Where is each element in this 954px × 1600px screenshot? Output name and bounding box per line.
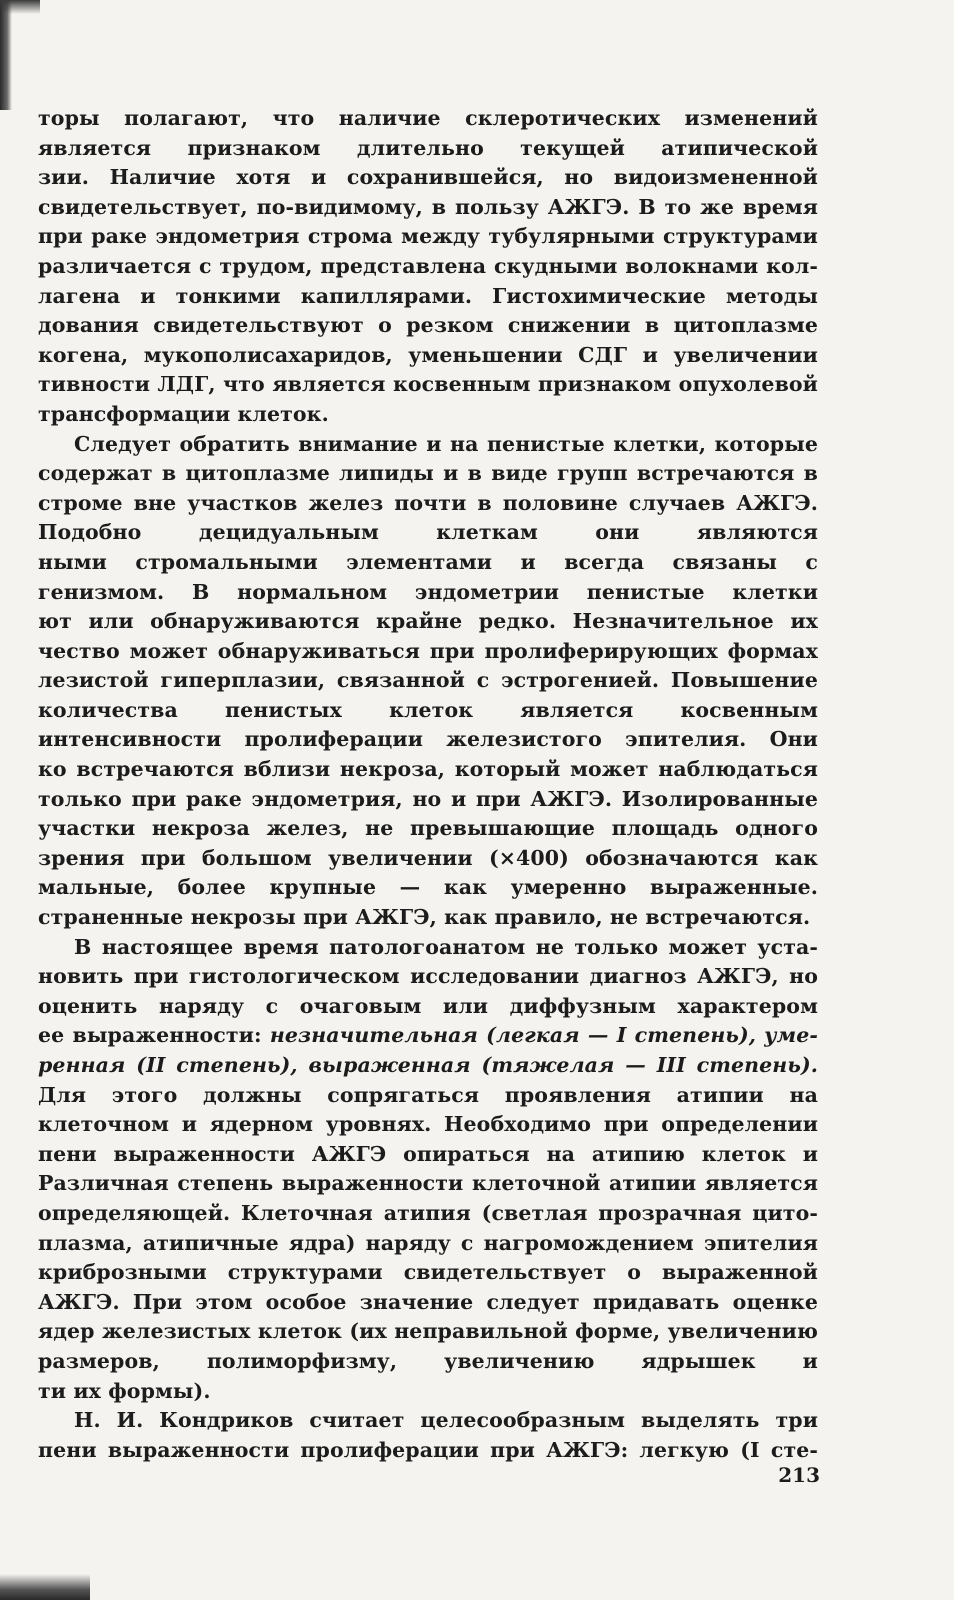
text-line: В настоящее время патологоанатом не только может уста- bbox=[74, 934, 818, 959]
text-line: чество может обнаруживаться при пролиферирующих формах bbox=[38, 638, 818, 663]
page-body bbox=[38, 104, 818, 1465]
text-line: ко встречаются вблизи некроза, который может наблюдаться bbox=[38, 757, 818, 782]
text-line: размеров, полиморфизму, увеличению ядрышек и bbox=[38, 1348, 818, 1373]
text-line: строме вне участков желез почти в половине случаев АЖГЭ. bbox=[38, 490, 818, 515]
text-line: свидетельствует, по-видимому, в пользу АЖГЭ. В то же время bbox=[38, 194, 818, 219]
text-line: тивности ЛДГ, что является косвенным признаком опухолевой bbox=[38, 372, 818, 397]
text-line: пени выраженности АЖГЭ опираться на атипию клеток и bbox=[38, 1141, 818, 1166]
text-line: ют или обнаруживаются крайне редко. Незначительное их bbox=[38, 609, 818, 634]
text-line: ядер железистых клеток (их неправильной форме, увеличению bbox=[38, 1319, 818, 1344]
text-line: ренная (II степень), выраженная (тяжелая — III степень). bbox=[38, 1053, 818, 1077]
text-line: ее выраженности: незначительная (легкая — I степень), уме- bbox=[38, 1023, 818, 1048]
text-line: пени выраженности пролиферации при АЖГЭ: легкую (I сте- bbox=[38, 1437, 818, 1462]
text-line: криброзными структурами свидетельствует о выраженной bbox=[38, 1260, 818, 1285]
text-line: Н. И. Кондриков считает целесообразным выделять три bbox=[74, 1408, 818, 1433]
text-line: участки некроза желез, не превышающие площадь одного bbox=[38, 816, 818, 841]
text-line: содержат в цитоплазме липиды и в виде групп встречаются в bbox=[38, 461, 818, 486]
text-line: Для этого должны сопрягаться проявления атипии на bbox=[38, 1082, 818, 1107]
text-line: новить при гистологическом исследовании диагноз АЖГЭ, но bbox=[38, 964, 818, 989]
text-line: только при раке эндометрия, но и при АЖГЭ. Изолированные bbox=[38, 786, 818, 811]
book-spine-shadow-top bbox=[0, 0, 12, 110]
page-number: 213 bbox=[778, 1463, 820, 1487]
text-line: оценить наряду с очаговым или диффузным характером bbox=[38, 993, 818, 1018]
text-line: при раке эндометрия строма между тубулярными структурами bbox=[38, 224, 818, 249]
text-line: генизмом. В нормальном эндометрии пенистые клетки bbox=[38, 579, 818, 604]
text-line: торы полагают, что наличие склеротических изменений bbox=[38, 106, 818, 130]
text-line: Различная степень выраженности клеточной атипии является bbox=[38, 1171, 818, 1196]
text-line: различается с трудом, представлена скудными волокнами кол- bbox=[38, 253, 818, 278]
text-line: мальные, более крупные — как умеренно выраженные. bbox=[38, 875, 818, 900]
text-line: количества пенистых клеток является косвенным bbox=[38, 697, 818, 722]
text-line: зии. Наличие хотя и сохранившейся, но видоизмененной bbox=[38, 165, 818, 190]
text-line: ти их формы). bbox=[38, 1378, 211, 1403]
text-line: является признаком длительно текущей атипической bbox=[38, 135, 818, 160]
text-line: Подобно децидуальным клеткам они являются bbox=[38, 520, 818, 545]
text-line: интенсивности пролиферации железистого эпителия. Они bbox=[38, 727, 818, 752]
text-line: лезистой гиперплазии, связанной с эстрогенией. Повышение bbox=[38, 668, 818, 693]
text-line: плазма, атипичные ядра) наряду с нагромождением эпителия bbox=[38, 1230, 818, 1255]
text-line: определяющей. Клеточная атипия (светлая прозрачная цито- bbox=[38, 1200, 818, 1225]
text-line: АЖГЭ. При этом особое значение следует придавать оценке bbox=[38, 1289, 818, 1314]
text-line: лагена и тонкими капиллярами. Гистохимические методы bbox=[38, 283, 818, 308]
text-line: Следует обратить внимание и на пенистые клетки, которые bbox=[74, 431, 818, 456]
text-line: когена, мукополисахаридов, уменьшении СДГ и увеличении bbox=[38, 342, 818, 367]
text-line: дования свидетельствуют о резком снижении в цитоплазме bbox=[38, 313, 818, 338]
text-line: трансформации клеток. bbox=[38, 401, 329, 426]
text-line: страненные некрозы при АЖГЭ, как правило, не встречаются. bbox=[38, 905, 811, 930]
text-line: зрения при большом увеличении (×400) обозначаются как bbox=[38, 845, 818, 870]
text-line: клеточном и ядерном уровнях. Необходимо при определении bbox=[38, 1112, 818, 1137]
book-spine-shadow-bottom bbox=[0, 1574, 90, 1600]
text-line: ными стромальными элементами и всегда связаны с bbox=[38, 549, 818, 574]
